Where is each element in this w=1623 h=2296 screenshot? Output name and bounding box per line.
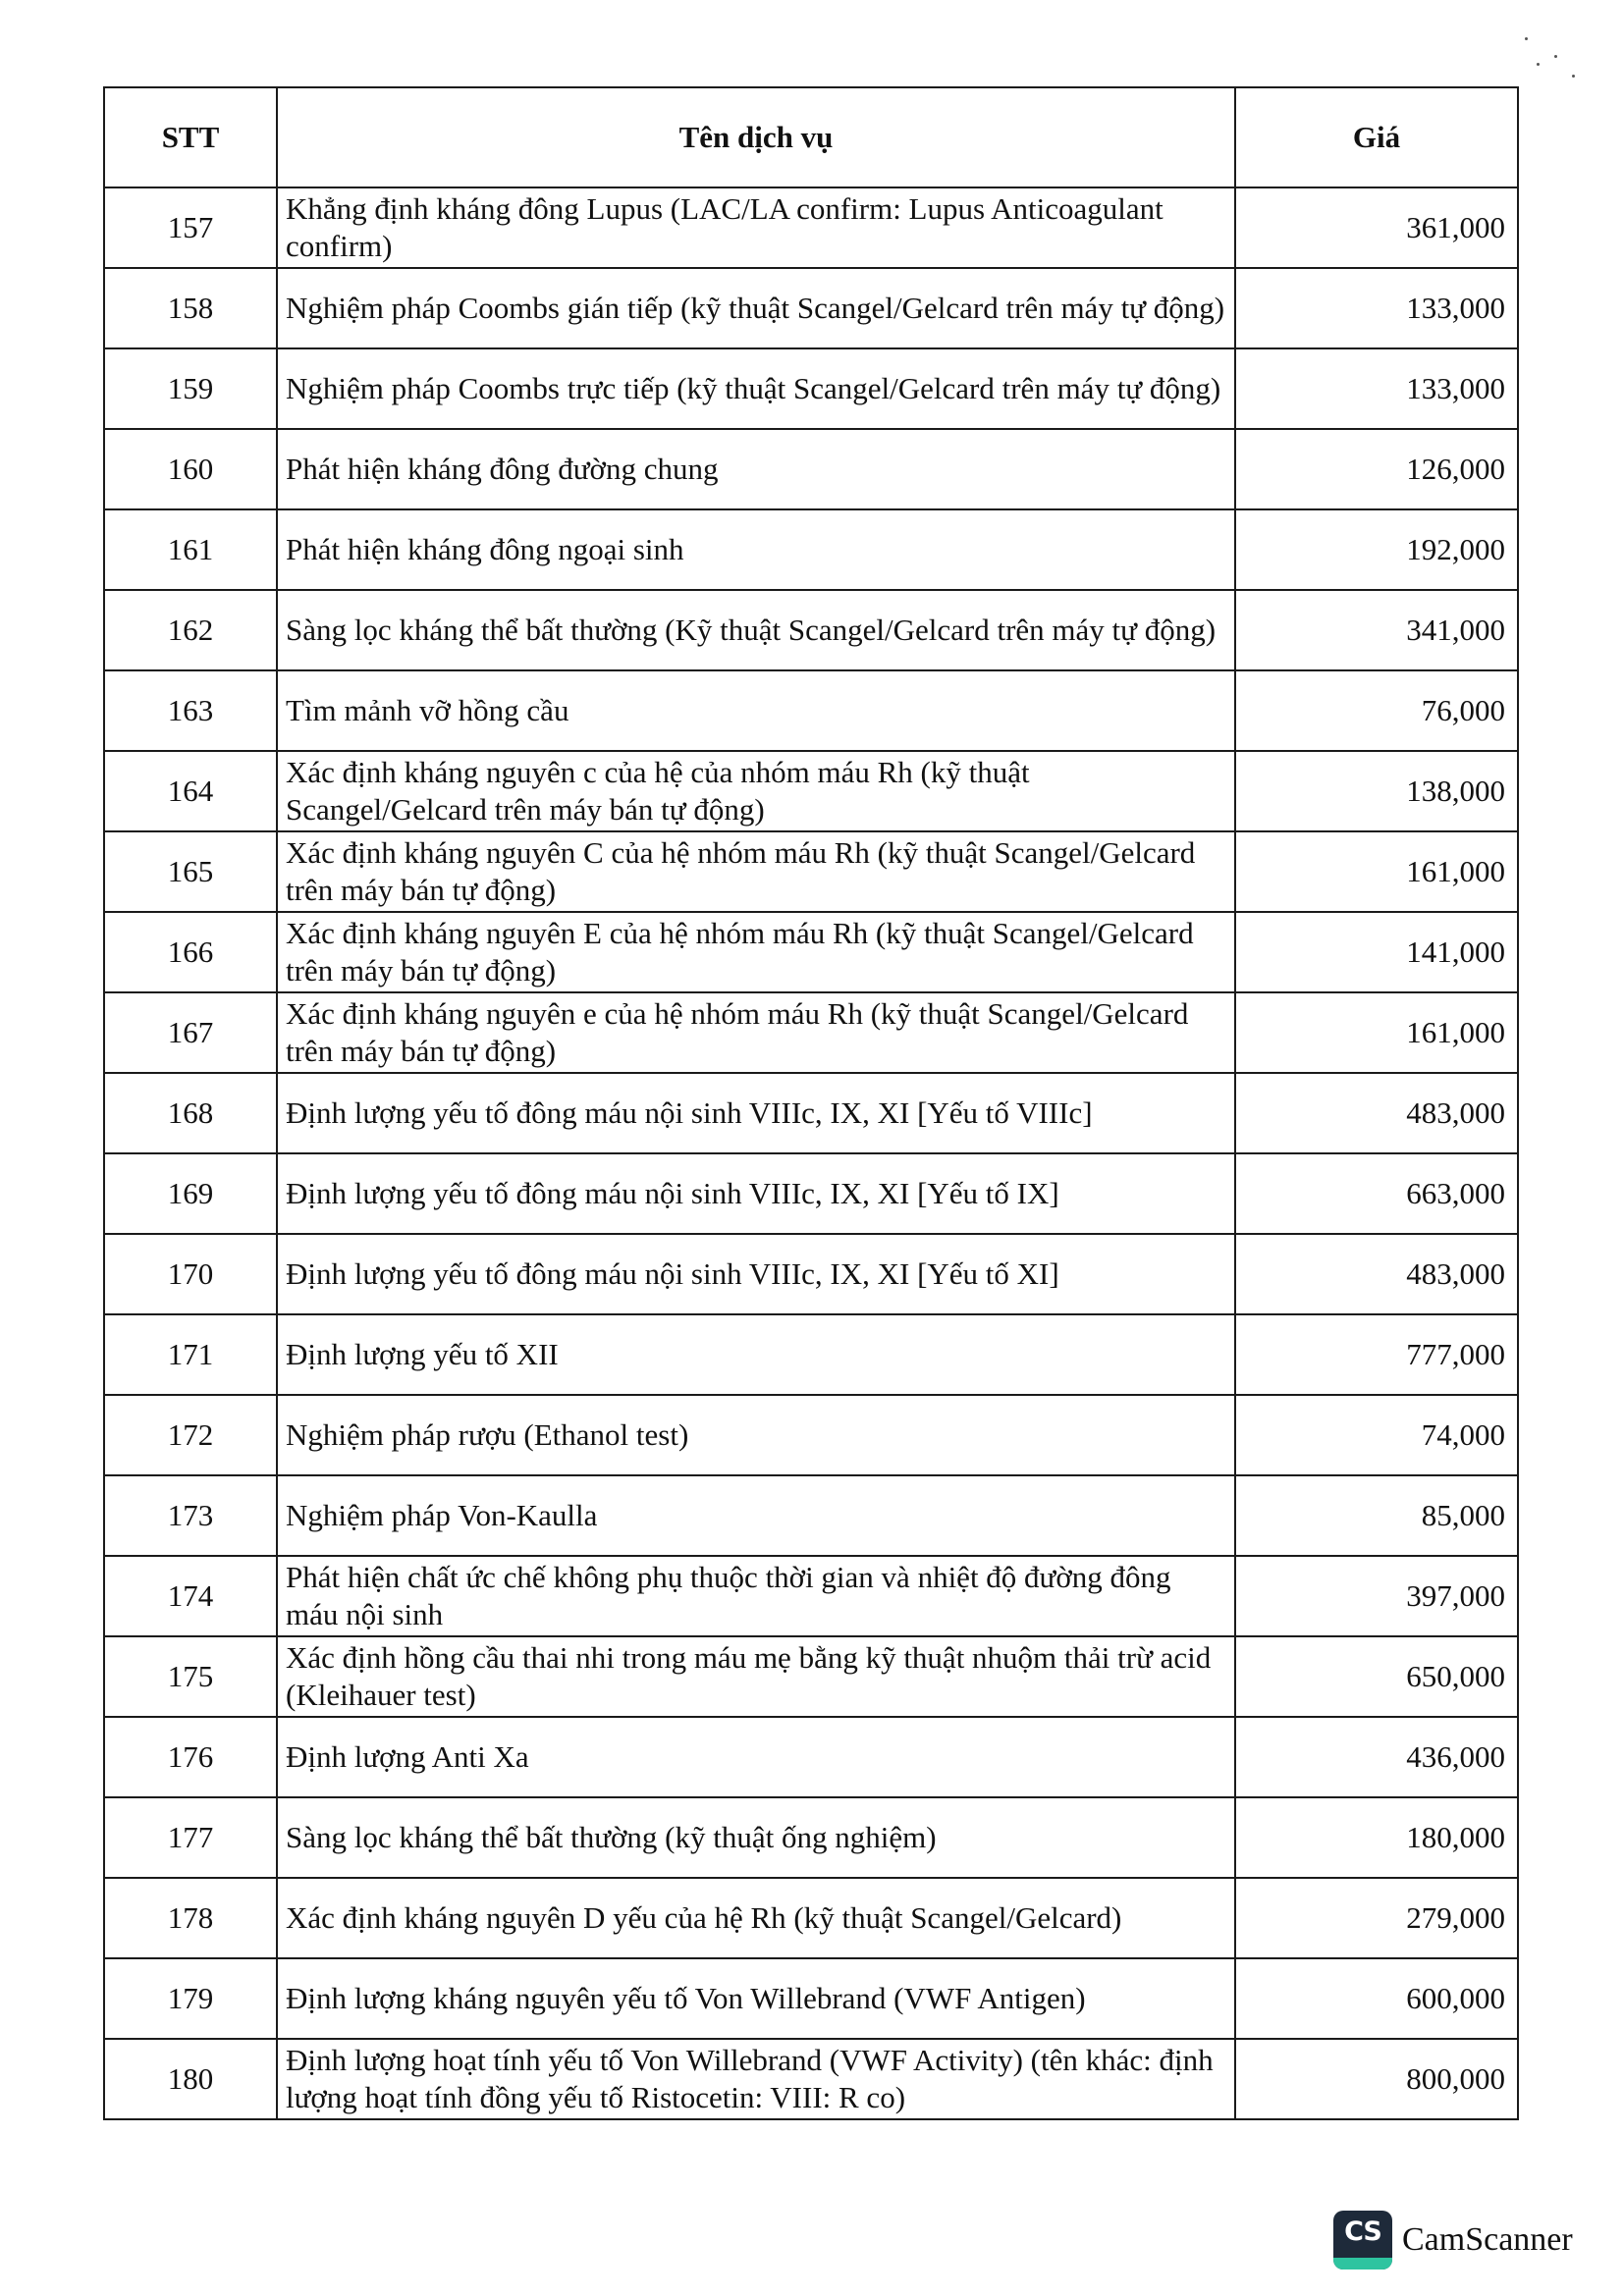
table-row: [104, 1878, 1518, 1958]
row-price: 650,000: [1235, 1636, 1518, 1717]
row-stt: 163: [104, 670, 277, 751]
row-stt: 173: [104, 1475, 277, 1556]
row-service-name: Định lượng Anti Xa: [277, 1717, 1235, 1797]
row-price: 600,000: [1235, 1958, 1518, 2039]
header-price: Giá: [1235, 87, 1518, 187]
row-stt: 166: [104, 912, 277, 992]
row-price: 436,000: [1235, 1717, 1518, 1797]
row-stt: 168: [104, 1073, 277, 1153]
row-price: 341,000: [1235, 590, 1518, 670]
row-price: 126,000: [1235, 429, 1518, 509]
row-stt: 157: [104, 187, 277, 268]
row-stt: 172: [104, 1395, 277, 1475]
camscanner-logo-icon: [1333, 2211, 1392, 2269]
table-row: [104, 590, 1518, 670]
table-row: [104, 1153, 1518, 1234]
table-row: [104, 992, 1518, 1073]
row-stt: 179: [104, 1958, 277, 2039]
row-service-name: Nghiệm pháp Coombs gián tiếp (kỹ thuật Scangel/Gelcard trên máy tự động): [277, 268, 1235, 348]
row-price: 180,000: [1235, 1797, 1518, 1878]
row-service-name: Nghiệm pháp Von-Kaulla: [277, 1475, 1235, 1556]
price-table: [103, 86, 1519, 2120]
table-row: [104, 1636, 1518, 1717]
row-stt: 180: [104, 2039, 277, 2119]
row-service-name: Phát hiện kháng đông ngoại sinh: [277, 509, 1235, 590]
row-stt: 167: [104, 992, 277, 1073]
row-service-name: Định lượng hoạt tính yếu tố Von Willebrand (VWF Activity) (tên khác: định lượng hoạt tính đồng yếu tố Ristocetin: VIII: R co): [277, 2039, 1235, 2119]
row-stt: 160: [104, 429, 277, 509]
row-price: 800,000: [1235, 2039, 1518, 2119]
row-service-name: Nghiệm pháp rượu (Ethanol test): [277, 1395, 1235, 1475]
row-price: 777,000: [1235, 1314, 1518, 1395]
row-price: 483,000: [1235, 1073, 1518, 1153]
table-row: [104, 1314, 1518, 1395]
row-service-name: Sàng lọc kháng thể bất thường (Kỹ thuật Scangel/Gelcard trên máy tự động): [277, 590, 1235, 670]
row-service-name: Xác định kháng nguyên E của hệ nhóm máu Rh (kỹ thuật Scangel/Gelcard trên máy bán tự động): [277, 912, 1235, 992]
row-service-name: Xác định kháng nguyên C của hệ nhóm máu Rh (kỹ thuật Scangel/Gelcard trên máy bán tự động): [277, 831, 1235, 912]
camscanner-label: CamScanner: [1402, 2221, 1573, 2258]
row-stt: 164: [104, 751, 277, 831]
table-row: [104, 912, 1518, 992]
scan-noise: [1515, 29, 1584, 88]
row-stt: 174: [104, 1556, 277, 1636]
camscanner-watermark: [1333, 2211, 1573, 2269]
row-stt: 161: [104, 509, 277, 590]
row-price: 85,000: [1235, 1475, 1518, 1556]
row-stt: 178: [104, 1878, 277, 1958]
row-price: 361,000: [1235, 187, 1518, 268]
table-row: [104, 187, 1518, 268]
table-row: [104, 509, 1518, 590]
table-row: [104, 831, 1518, 912]
table-row: [104, 1395, 1518, 1475]
row-price: 483,000: [1235, 1234, 1518, 1314]
row-stt: 175: [104, 1636, 277, 1717]
row-stt: 171: [104, 1314, 277, 1395]
row-service-name: Tìm mảnh vỡ hồng cầu: [277, 670, 1235, 751]
table-row: [104, 751, 1518, 831]
camscanner-badge-accent: [1333, 2258, 1392, 2269]
row-stt: 158: [104, 268, 277, 348]
row-service-name: Định lượng yếu tố đông máu nội sinh VIIIc, IX, XI [Yếu tố IX]: [277, 1153, 1235, 1234]
row-service-name: Nghiệm pháp Coombs trực tiếp (kỹ thuật Scangel/Gelcard trên máy tự động): [277, 348, 1235, 429]
row-price: 192,000: [1235, 509, 1518, 590]
row-price: 74,000: [1235, 1395, 1518, 1475]
row-service-name: Sàng lọc kháng thể bất thường (kỹ thuật ống nghiệm): [277, 1797, 1235, 1878]
table-row: [104, 1475, 1518, 1556]
row-stt: 170: [104, 1234, 277, 1314]
row-service-name: Định lượng yếu tố đông máu nội sinh VIIIc, IX, XI [Yếu tố VIIIc]: [277, 1073, 1235, 1153]
row-price: 279,000: [1235, 1878, 1518, 1958]
header-stt: STT: [104, 87, 277, 187]
row-service-name: Phát hiện chất ức chế không phụ thuộc thời gian và nhiệt độ đường đông máu nội sinh: [277, 1556, 1235, 1636]
row-stt: 165: [104, 831, 277, 912]
row-price: 161,000: [1235, 992, 1518, 1073]
table-row: [104, 670, 1518, 751]
row-stt: 176: [104, 1717, 277, 1797]
table-row: [104, 1556, 1518, 1636]
row-price: 133,000: [1235, 268, 1518, 348]
row-price: 76,000: [1235, 670, 1518, 751]
row-service-name: Định lượng yếu tố XII: [277, 1314, 1235, 1395]
table-row: [104, 2039, 1518, 2119]
table-body: [104, 187, 1518, 2119]
row-service-name: Phát hiện kháng đông đường chung: [277, 429, 1235, 509]
table-row: [104, 1717, 1518, 1797]
row-price: 161,000: [1235, 831, 1518, 912]
row-service-name: Khẳng định kháng đông Lupus (LAC/LA confirm: Lupus Anticoagulant confirm): [277, 187, 1235, 268]
row-stt: 162: [104, 590, 277, 670]
row-price: 133,000: [1235, 348, 1518, 429]
row-service-name: Xác định hồng cầu thai nhi trong máu mẹ bằng kỹ thuật nhuộm thải trừ acid (Kleihauer test): [277, 1636, 1235, 1717]
row-service-name: Định lượng yếu tố đông máu nội sinh VIIIc, IX, XI [Yếu tố XI]: [277, 1234, 1235, 1314]
row-service-name: Xác định kháng nguyên e của hệ nhóm máu Rh (kỹ thuật Scangel/Gelcard trên máy bán tự động): [277, 992, 1235, 1073]
table-row: [104, 348, 1518, 429]
camscanner-badge-text: CS: [1344, 2216, 1381, 2247]
row-price: 141,000: [1235, 912, 1518, 992]
table-header-row: [104, 87, 1518, 187]
header-service-name: Tên dịch vụ: [277, 87, 1235, 187]
table-row: [104, 1958, 1518, 2039]
table-row: [104, 1234, 1518, 1314]
table-row: [104, 268, 1518, 348]
row-service-name: Định lượng kháng nguyên yếu tố Von Willebrand (VWF Antigen): [277, 1958, 1235, 2039]
row-stt: 169: [104, 1153, 277, 1234]
row-price: 397,000: [1235, 1556, 1518, 1636]
table-row: [104, 1073, 1518, 1153]
table-row: [104, 1797, 1518, 1878]
row-stt: 159: [104, 348, 277, 429]
row-service-name: Xác định kháng nguyên c của hệ của nhóm máu Rh (kỹ thuật Scangel/Gelcard trên máy bán tự động): [277, 751, 1235, 831]
row-service-name: Xác định kháng nguyên D yếu của hệ Rh (kỹ thuật Scangel/Gelcard): [277, 1878, 1235, 1958]
table-row: [104, 429, 1518, 509]
row-price: 663,000: [1235, 1153, 1518, 1234]
row-price: 138,000: [1235, 751, 1518, 831]
row-stt: 177: [104, 1797, 277, 1878]
